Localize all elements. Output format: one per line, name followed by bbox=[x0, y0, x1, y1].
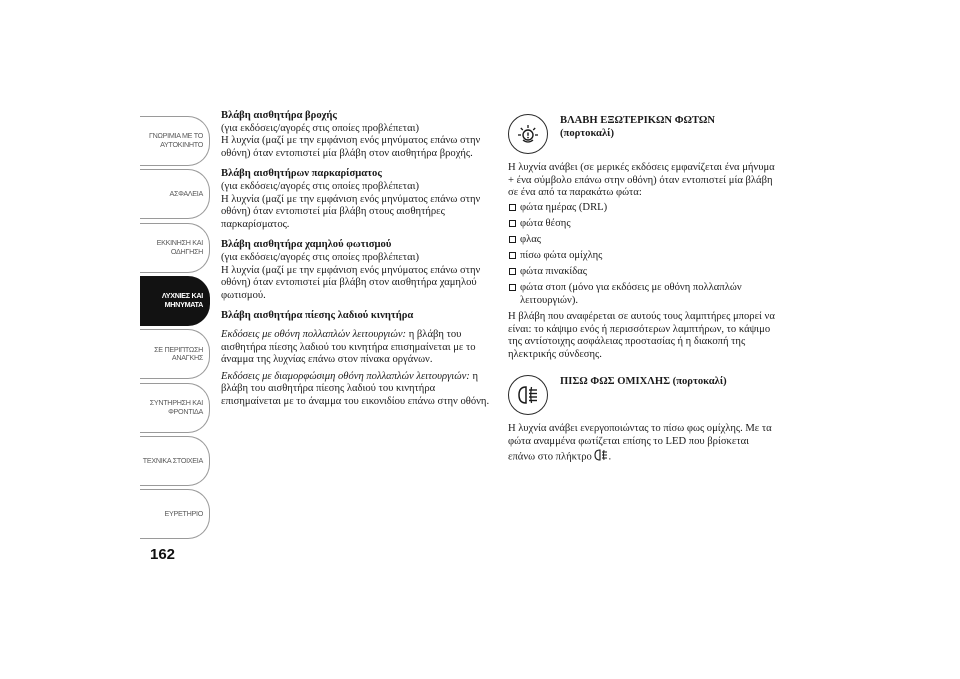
exterior-light-intro: Η λυχνία ανάβει (σε μερικές εκδόσεις εμφανίζεται ένα μήνυμα + ένα σύμβολο επάνω στην οθόνη) όταν εντοπιστεί μία βλάβη σε ένα από τα παρακάτω φώτα: bbox=[508, 162, 775, 199]
exterior-light-outro: Η βλάβη που αναφέρεται σε αυτούς τους λαμπτήρες μπορεί να είναι: το κάψιμο ενός ή περισσότερων λαμπτήρων, το κάψιμο της αντίστοιχης ασφάλειας προστασίας ή η διακοπή της ηλεκτρικής σύνδεσης. bbox=[508, 310, 775, 360]
sidebar-tab-2[interactable] bbox=[140, 169, 210, 219]
list-item: φώτα στοπ (μόνο για εκδόσεις με οθόνη πολλαπλών λειτουργιών). bbox=[508, 282, 776, 307]
list-item: φώτα θέσης bbox=[508, 218, 776, 231]
exterior-light-failure-title: ΒΛΑΒΗ ΕΞΩΤΕΡΙΚΩΝ ΦΩΤΩΝ (πορτοκαλί) bbox=[560, 115, 716, 139]
sidebar-tab-label: ΕΚΚΙΝΗΣΗ ΚΑΙ ΟΔΗΓΗΣΗ bbox=[156, 238, 203, 256]
sidebar-tab-3[interactable] bbox=[140, 223, 210, 273]
parking-sensor-text: Η λυχνία (μαζί με την εμφάνιση ενός μηνύματος επάνω στην οθόνη) όταν εντοπιστεί μία βλάβη στους αισθητήρες παρκαρίσματος. bbox=[221, 193, 481, 230]
sidebar-tab-7[interactable] bbox=[140, 436, 210, 486]
rain-sensor-note: (για εκδόσεις/αγορές στις οποίες προβλέπεται) bbox=[221, 122, 419, 134]
oil-sensor-title: Βλάβη αισθητήρα πίεσης λαδιού κινητήρα bbox=[221, 310, 414, 322]
sidebar-tab-8[interactable] bbox=[140, 489, 210, 539]
oil-sensor-text-1: Εκδόσεις με οθόνη πολλαπλών λειτουργιών: η βλάβη του αισθητήρα πίεσης λαδιού του κινητήρα επισημαίνεται με το άναμμα της λυχνίας επάνω στον πίνακα οργάνων. bbox=[221, 328, 476, 366]
list-item: φώτα πινακίδας bbox=[508, 266, 776, 279]
sidebar-tab-label: ΣΕ ΠΕΡΙΠΤΩΣΗ ΑΝΑΓΚΗΣ bbox=[154, 344, 203, 363]
sidebar-tab-1[interactable] bbox=[140, 116, 210, 166]
sidebar-tab-label: ΑΣΦΑΛΕΙΑ bbox=[169, 189, 203, 198]
list-item: φώτα ημέρας (DRL) bbox=[508, 202, 776, 215]
rear-fog-light-title: ΠΙΣΩ ΦΩΣ ΟΜΙΧΛΗΣ (πορτοκαλί) bbox=[560, 376, 727, 388]
twilight-sensor-title: Βλάβη αισθητήρα χαμηλού φωτισμού bbox=[221, 239, 392, 251]
sidebar-tab-label: ΤΕΧΝΙΚΑ ΣΤΟΙΧΕΙΑ bbox=[142, 455, 203, 465]
sidebar-tab-label: ΕΥΡΕΤΗΡΙΟ bbox=[164, 508, 203, 518]
rain-sensor-title: Βλάβη αισθητήρα βροχής bbox=[221, 110, 337, 121]
page-number: 162 bbox=[150, 546, 176, 563]
list-item: φλας bbox=[508, 234, 776, 247]
sidebar-tab-6[interactable] bbox=[140, 383, 210, 433]
sidebar-tab-label: ΓΝΩΡΙΜΙΑ ΜΕ ΤΟ ΑΥΤΟΚΙΝΗΤΟ bbox=[149, 131, 203, 149]
parking-sensor-title: Βλάβη αισθητήρων παρκαρίσματος bbox=[221, 168, 382, 180]
list-item: πίσω φώτα ομίχλης bbox=[508, 250, 776, 263]
exterior-light-list bbox=[508, 202, 776, 308]
sidebar-tab-label: ΛΥΧΝΙΕΣ ΚΑΙ ΜΗΝΥΜΑΤΑ bbox=[161, 291, 203, 309]
rain-sensor-text: Η λυχνία (μαζί με την εμφάνιση ενός μηνύματος επάνω στην οθόνη) όταν εντοπιστεί μία βλάβη στον αισθητήρα βροχής. bbox=[221, 135, 481, 159]
exterior-light-failure-icon bbox=[508, 114, 548, 154]
parking-sensor-note: (για εκδόσεις/αγορές στις οποίες προβλέπεται) bbox=[221, 180, 419, 192]
sidebar-tab-label: ΣΥΝΤΗΡΗΣΗ ΚΑΙ ΦΡΟΝΤΙΔΑ bbox=[149, 397, 203, 416]
sidebar-tab-5[interactable] bbox=[140, 329, 210, 379]
oil-sensor-text-2: Εκδόσεις με διαμορφώσιμη οθόνη πολλαπλών λειτουργιών: η βλάβη του αισθητήρα πίεσης λαδιού του κινητήρα επισημαίνεται με το άναμμα του εικονιδίου επάνω στην οθόνη. bbox=[221, 370, 490, 407]
twilight-sensor-text: Η λυχνία (μαζί με την εμφάνιση ενός μηνύματος επάνω στην οθόνη) όταν εντοπιστεί μία βλάβη στον αισθητήρα χαμηλού φωτισμού. bbox=[221, 264, 481, 301]
left-column bbox=[221, 110, 495, 408]
rear-fog-light-text: Η λυχνία ανάβει ενεργοποιώντας το πίσω φως ομίχλης. Με τα φώτα αναμμένα φωτίζεται επίσης το LED που βρίσκεται επάνω στο πλήκτρο . bbox=[508, 423, 776, 465]
rear-fog-light-icon bbox=[508, 375, 548, 415]
right-column bbox=[508, 110, 776, 465]
sidebar-tab-4[interactable] bbox=[140, 276, 210, 326]
fog-button-icon bbox=[594, 449, 608, 466]
twilight-sensor-note: (για εκδόσεις/αγορές στις οποίες προβλέπεται) bbox=[221, 251, 419, 263]
